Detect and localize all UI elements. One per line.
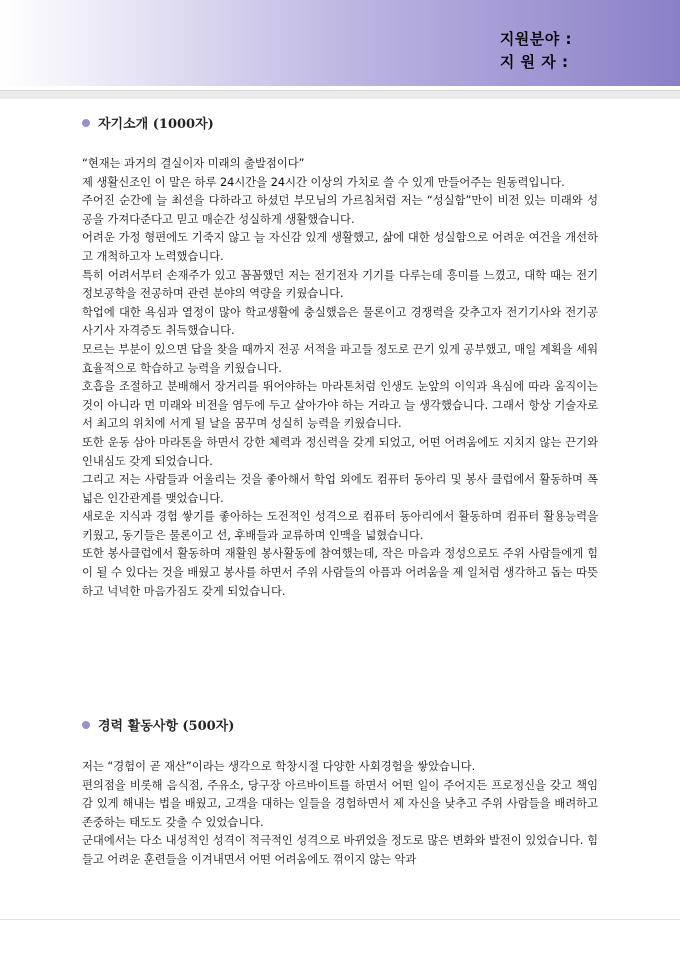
paragraph: 편의점을 비롯해 음식점, 주유소, 당구장 아르바이트를 하면서 어떤 일이 주어지든 프로정신을 갖고 책임감 있게 해내는 법을 배웠고, 고객을 대하는 일들을 경험하면서 제 자신을 낮추고 주위 사람들을 배려하고 존중하는 태도도 갖출 수 있었습니다. (82, 778, 598, 829)
paragraph: “현재는 과거의 결실이자 미래의 출발점이다” (82, 157, 305, 170)
paragraph: 주어진 순간에 늘 최선을 다하라고 하셨던 부모님의 가르침처럼 저는 “성실함”만이 비전 있는 미래와 성공을 가져다준다고 믿고 매순간 성실하게 생활했습니다. (82, 194, 598, 226)
application-field-label: 지원분야 : (499, 30, 572, 48)
applicant-info (500, 28, 572, 74)
paragraph: 학업에 대한 욕심과 열정이 많아 학교생활에 충실했음은 물론이고 경쟁력을 갖추고자 전기기사와 전기공사기사 자격증도 취득했습니다. (82, 305, 598, 338)
section-title-self-introduction (82, 113, 214, 132)
paragraph: 호흡을 조절하고 분배해서 장거리를 뛰어야하는 마라톤처럼 인생도 눈앞의 이익과 욕심에 따라 움직이는 것이 아니라 먼 미래와 비전을 염두에 두고 살아가야 하는 거라고 늘 생각했습니다. 그래서 항상 기술자로서 최고의 위치에 서게 될 날을 꿈꾸며 성실히 능력을 키웠습니다. (82, 380, 598, 431)
header-divider (0, 90, 680, 99)
paragraph: 제 생활신조인 이 말은 하루 24시간을 24시간 이상의 가치로 쓸 수 있게 만들어주는 원동력입니다. (82, 175, 565, 189)
career-activities-body (82, 758, 598, 870)
section-title-career-activities (82, 715, 234, 734)
paragraph: 그리고 저는 사람들과 어울리는 것을 좋아해서 학업 외에도 컴퓨터 동아리 및 봉사 클럽에서 활동하며 폭 넓은 인간관계를 맺었습니다. (82, 473, 598, 505)
self-introduction-body (82, 155, 598, 601)
paragraph: 군대에서는 다소 내성적인 성격이 적극적인 성격으로 바뀌었을 정도로 많은 변화와 발전이 있었습니다. 힘들고 어려운 훈련들을 이겨내면서 어떤 어려움에도 꺾이지 않는 악과 (82, 834, 598, 866)
section-title-text: 경력 활동사항 (500자) (98, 719, 235, 734)
footer-divider (0, 919, 680, 920)
paragraph: 새로운 지식과 경험 쌓기를 좋아하는 도전적인 성격으로 컴퓨터 동아리에서 활동하며 컴퓨터 활용능력을 키웠고, 동기들은 물론이고 선, 후배들과 교류하며 인맥을 넓혔습니다. (82, 510, 598, 542)
bullet-icon (82, 721, 90, 729)
paragraph: 또한 봉사클럽에서 활동하며 재활원 봉사활동에 참여했는데, 작은 마음과 정성으로도 주위 사람들에게 힘이 될 수 있다는 것을 배웠고 봉사를 하면서 주위 사람들의 아픔과 어려움을 제 일처럼 생각하고 돕는 따뜻하고 넉넉한 마음가짐도 갖게 되었습니다. (82, 547, 598, 598)
paragraph: 특히 어려서부터 손재주가 있고 꼼꼼했던 저는 전기전자 기기를 다루는데 흥미를 느꼈고, 대학 때는 전기정보공학을 전공하며 관련 분야의 역량을 키웠습니다. (82, 268, 598, 301)
paragraph: 또한 운동 삼아 마라톤을 하면서 강한 체력과 정신력을 갖게 되었고, 어떤 어려움에도 지치지 않는 끈기와 인내심도 갖게 되었습니다. (82, 435, 598, 468)
paragraph: 모르는 부분이 있으면 답을 찾을 때까지 전공 서적을 파고들 정도로 끈기 있게 공부했고, 매일 계획을 세워 효율적으로 학습하고 능력을 키웠습니다. (82, 342, 598, 375)
bullet-icon (82, 119, 90, 127)
paragraph: 저는 “경험이 곧 재산”이라는 생각으로 학창시절 다양한 사회경험을 쌓았습니다. (82, 760, 476, 773)
applicant-name-label: 지 원 자 : (499, 53, 569, 71)
paragraph: 어려운 가정 형편에도 기죽지 않고 늘 자신감 있게 생활했고, 삶에 대한 성실함으로 어려운 여건을 개선하고 개척하고자 노력했습니다. (82, 231, 598, 263)
header-band (0, 0, 680, 86)
section-title-text: 자기소개 (1000자) (98, 117, 214, 132)
